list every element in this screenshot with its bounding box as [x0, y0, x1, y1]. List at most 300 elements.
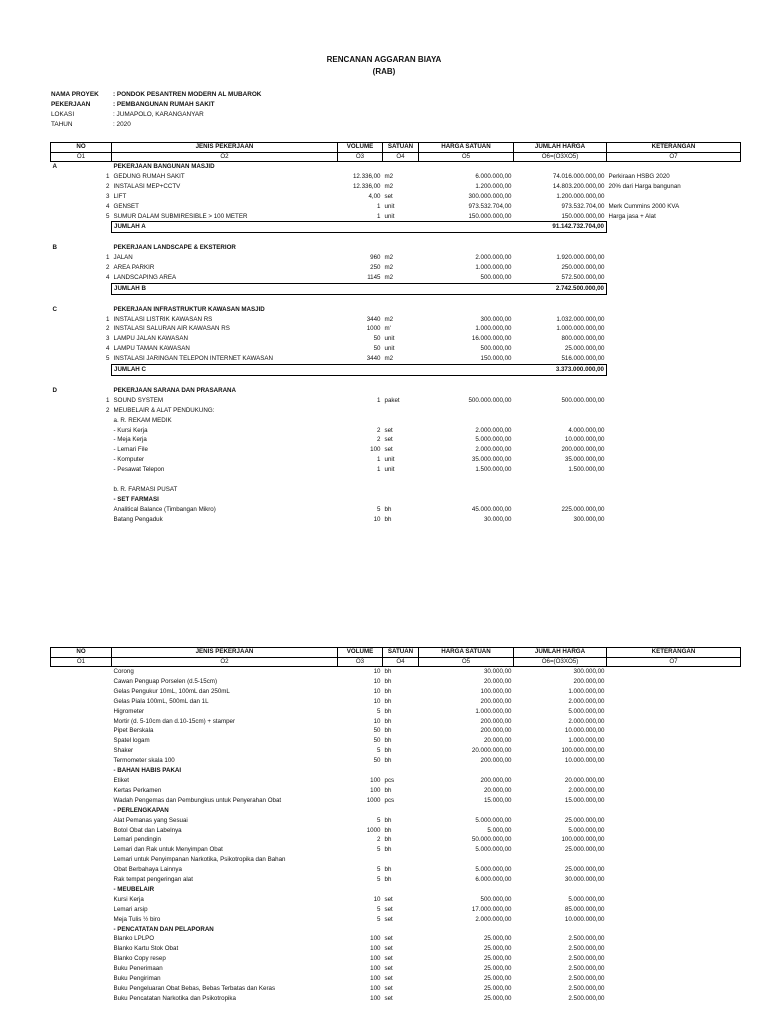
- empty-cell: [607, 974, 741, 984]
- item-unit: m': [384, 325, 391, 333]
- item-total-price: 2.500.000,00: [568, 945, 605, 953]
- empty-cell: [51, 365, 112, 376]
- table-row: [51, 915, 741, 925]
- item-total-price: 25.000.000,00: [564, 816, 605, 824]
- item-unit: set: [384, 905, 393, 913]
- section-title: PEKERJAAN BANGUNAN MASJID: [113, 163, 215, 170]
- empty-cell: [338, 222, 383, 233]
- item-total-price: 572.500.000,00: [561, 273, 605, 281]
- subtotal-label: JUMLAH C: [112, 365, 338, 376]
- item-description: Cawan Penguap Porselen (d.5-15cm): [113, 677, 218, 685]
- item-description: Kertas Perkamen: [113, 786, 162, 794]
- item-unit: set: [384, 975, 393, 983]
- empty-cell: [383, 365, 419, 376]
- item-unit: unit: [384, 466, 395, 474]
- empty-cell: [338, 162, 383, 172]
- empty-cell: [51, 806, 112, 816]
- item-number: 5: [106, 212, 110, 220]
- item-unit: [383, 495, 419, 505]
- col-code: O4: [383, 657, 419, 667]
- item-total-price: [514, 416, 607, 426]
- item-total-price: [514, 925, 607, 935]
- spacer-row: [51, 376, 741, 386]
- table-row: [51, 426, 741, 436]
- col-code: O5: [419, 152, 514, 162]
- item-volume: 2: [377, 836, 381, 844]
- empty-cell: [338, 283, 383, 294]
- item-note: [607, 324, 741, 334]
- item-volume: 5: [377, 866, 381, 874]
- item-total-price: 74.016.000.000,00: [552, 172, 605, 180]
- empty-cell: [51, 885, 112, 895]
- section-letter: B: [52, 244, 57, 252]
- empty-cell: [51, 717, 112, 727]
- item-unit-price: 100.000,00: [480, 687, 512, 695]
- item-unit-price: 2.000.000,00: [475, 254, 512, 262]
- empty-cell: [607, 305, 741, 315]
- item-description: Lemari arsip: [113, 905, 148, 913]
- empty-cell: [419, 222, 514, 233]
- item-volume: [338, 485, 383, 495]
- item-note: [607, 416, 741, 426]
- empty-cell: [51, 736, 112, 746]
- empty-cell: [51, 786, 112, 796]
- item-volume: 10: [373, 717, 381, 725]
- item-number: [51, 426, 112, 436]
- item-note: [607, 515, 741, 525]
- item-volume: 5: [377, 915, 381, 923]
- item-unit-price: 5.000.000,00: [475, 436, 512, 444]
- empty-cell: [383, 305, 419, 315]
- table-row: [51, 826, 741, 836]
- item-description: INSTALASI LISTRIK KAWASAN RS: [113, 315, 213, 323]
- item-volume: 1: [377, 202, 381, 210]
- item-description: SUMUR DALAM SUBMIRESIBLE > 100 METER: [113, 212, 248, 220]
- table-row: [51, 816, 741, 826]
- empty-cell: [607, 885, 741, 895]
- item-note: Perkiraan HSBG 2020: [608, 172, 670, 180]
- item-volume: 12.336,00: [352, 182, 381, 190]
- section-letter: C: [52, 305, 57, 313]
- item-unit-price: 20.000.000,00: [471, 747, 512, 755]
- item-unit: pcs: [384, 796, 395, 804]
- item-description: Buku Pengeluaran Obat Bebas, Bebas Terbatas dan Keras: [113, 985, 276, 992]
- item-description: Wadah Pengemas dan Pembungkus untuk Penyerahan Obat: [113, 796, 282, 804]
- item-total-price: 1.000.000,00: [568, 687, 605, 695]
- item-description: Lemari untuk Penyimpanan Narkotika, Psikotropika dan Bahan: [113, 856, 286, 864]
- item-volume: 12.336,00: [352, 172, 381, 180]
- empty-cell: [51, 994, 112, 1004]
- table-row: [51, 505, 741, 515]
- item-volume: 5: [377, 816, 381, 824]
- item-unit: bh: [384, 826, 392, 834]
- item-note: [607, 344, 741, 354]
- item-volume: 5: [377, 505, 381, 513]
- empty-cell: [51, 895, 112, 905]
- item-unit: unit: [384, 212, 395, 220]
- project-info: [51, 90, 261, 130]
- item-volume: 10: [373, 515, 381, 523]
- item-unit: bh: [384, 697, 392, 705]
- col-code: O7: [607, 152, 741, 162]
- item-volume: 3440: [366, 355, 381, 363]
- item-description: Gelas Pengukur 10mL, 100mL dan 250mL: [113, 687, 230, 695]
- info-label: PEKERJAAN: [51, 101, 91, 108]
- col-code: O3: [338, 657, 383, 667]
- item-unit-price: 25.000,00: [483, 955, 512, 963]
- item-unit-price: [419, 885, 514, 895]
- info-row-work: [51, 100, 261, 110]
- empty-cell: [607, 707, 741, 717]
- item-total-price: 14.803.200.000,00: [552, 182, 605, 190]
- item-unit: bh: [384, 505, 392, 513]
- table-row: [51, 344, 741, 354]
- table-row: [51, 726, 741, 736]
- item-note: [607, 406, 741, 416]
- col-code: O4: [383, 152, 419, 162]
- item-note: [607, 426, 741, 436]
- empty-cell: [607, 895, 741, 905]
- empty-cell: [51, 222, 112, 233]
- empty-cell: [338, 294, 383, 304]
- item-total-price: 25.000.000,00: [564, 846, 605, 854]
- item-note: [607, 315, 741, 325]
- table-row: [51, 667, 741, 677]
- item-volume: 1145: [367, 273, 381, 281]
- col-header-satuan: SATUAN: [383, 648, 419, 658]
- table-row: [51, 324, 741, 334]
- item-volume: 960: [370, 254, 381, 262]
- item-total-price: [514, 806, 607, 816]
- item-description: b. R. FARMASI PUSAT: [113, 485, 178, 493]
- item-unit: set: [384, 436, 393, 444]
- empty-cell: [51, 376, 112, 386]
- item-total-price: 2.500.000,00: [568, 975, 605, 983]
- empty-cell: [514, 233, 607, 243]
- item-unit-price: 25.000,00: [483, 965, 512, 973]
- empty-cell: [338, 233, 383, 243]
- item-unit: paket: [384, 396, 400, 404]
- item-unit-price: 30.000,00: [483, 515, 512, 523]
- item-unit-price: 150.000.000,00: [468, 212, 512, 220]
- empty-cell: [607, 994, 741, 1004]
- item-volume: [338, 495, 383, 505]
- item-volume: 100: [370, 945, 381, 953]
- item-unit-price: 5.000.000,00: [475, 846, 512, 854]
- item-total-price: 1.200.000.000,00: [556, 192, 605, 200]
- item-note: Merk Cummins 2000 KVA: [608, 202, 680, 210]
- empty-cell: [419, 305, 514, 315]
- item-total-price: 1.000.000.000,00: [556, 325, 605, 333]
- empty-cell: [419, 283, 514, 294]
- empty-cell: [607, 667, 741, 677]
- item-unit: [383, 855, 419, 865]
- item-volume: 1000: [366, 796, 381, 804]
- item-total-price: 300.000,00: [573, 668, 605, 675]
- table-row: [51, 435, 741, 445]
- section-header-row: [51, 162, 741, 172]
- item-description: LAMPU JALAN KAWASAN: [113, 335, 188, 343]
- table-row: [51, 835, 741, 845]
- item-total-price: 2.500.000,00: [568, 955, 605, 963]
- item-description: LANDSCAPING AREA: [113, 273, 177, 281]
- item-unit-price: 1.200.000,00: [475, 182, 512, 190]
- table-row: [51, 845, 741, 855]
- empty-cell: [338, 305, 383, 315]
- item-unit: unit: [384, 202, 395, 210]
- item-description: SOUND SYSTEM: [113, 396, 164, 404]
- item-volume: 5: [377, 846, 381, 854]
- item-unit-price: 35.000.000,00: [471, 456, 512, 464]
- item-unit: set: [384, 895, 393, 903]
- item-unit-price: [419, 416, 514, 426]
- item-description: a. R. REKAM MEDIK: [113, 416, 172, 424]
- empty-cell: [607, 233, 741, 243]
- item-volume: 100: [370, 975, 381, 983]
- empty-cell: [607, 687, 741, 697]
- empty-cell: [51, 954, 112, 964]
- item-unit: m2: [384, 172, 394, 180]
- item-total-price: 200.000.000,00: [561, 446, 605, 454]
- item-number: 3: [106, 192, 110, 200]
- item-volume: 1000: [366, 826, 381, 834]
- item-volume: 100: [370, 935, 381, 943]
- item-unit-price: 500.000,00: [480, 895, 512, 903]
- empty-cell: [607, 697, 741, 707]
- item-total-price: 20.000.000,00: [564, 776, 605, 784]
- item-number: 4: [106, 202, 110, 210]
- empty-cell: [51, 726, 112, 736]
- table-row: [51, 677, 741, 687]
- item-total-price: 5.000.000,00: [568, 826, 605, 834]
- item-volume: 5: [377, 747, 381, 755]
- col-header-jumlah: JUMLAH HARGA: [514, 648, 607, 658]
- item-volume: [338, 855, 383, 865]
- item-description: Buku Penerimaan: [113, 965, 163, 973]
- empty-cell: [51, 697, 112, 707]
- empty-cell: [607, 934, 741, 944]
- item-number: [51, 505, 112, 515]
- item-description: Blanko Kartu Stok Obat: [113, 945, 179, 953]
- item-note: [607, 455, 741, 465]
- item-unit-price: 6.000.000,00: [475, 876, 512, 884]
- empty-cell: [607, 905, 741, 915]
- subgroup-header-row: [51, 806, 741, 816]
- item-unit-price: 2.000.000,00: [475, 446, 512, 454]
- item-volume: [338, 416, 383, 426]
- item-total-price: 100.000.000,00: [561, 836, 605, 844]
- item-note: [607, 435, 741, 445]
- item-number: 4: [106, 345, 110, 353]
- item-total-price: 1.000.000,00: [568, 737, 605, 745]
- item-number: 1: [106, 172, 110, 180]
- info-label: LOKASI: [51, 111, 75, 118]
- item-description: Corong: [113, 668, 134, 675]
- item-number: 3: [106, 335, 110, 343]
- empty-cell: [51, 677, 112, 687]
- empty-cell: [419, 475, 514, 485]
- table-row: [51, 212, 741, 222]
- col-header-volume: VOLUME: [338, 143, 383, 153]
- table-header-row: [51, 143, 741, 153]
- item-total-price: 10.000.000,00: [564, 757, 605, 765]
- item-volume: 100: [370, 955, 381, 963]
- item-description: Termometer skala 100: [113, 757, 175, 765]
- item-volume: 10: [373, 895, 381, 903]
- empty-cell: [607, 875, 741, 885]
- item-total-price: 2.500.000,00: [568, 994, 605, 1002]
- empty-cell: [607, 826, 741, 836]
- item-unit-price: 300.000.000,00: [468, 192, 512, 200]
- item-unit-price: 25.000,00: [483, 985, 512, 992]
- item-description: Higrometer: [113, 707, 145, 715]
- empty-cell: [338, 376, 383, 386]
- item-unit-price: 300.000,00: [480, 315, 512, 323]
- empty-cell: [607, 835, 741, 845]
- item-unit: bh: [384, 515, 392, 523]
- item-note: [607, 465, 741, 475]
- item-total-price: [514, 885, 607, 895]
- item-total-price: 2.000.000,00: [568, 697, 605, 705]
- table-row: [51, 865, 741, 875]
- empty-cell: [514, 294, 607, 304]
- spacer-row: [51, 294, 741, 304]
- empty-cell: [51, 756, 112, 766]
- empty-cell: [607, 984, 741, 994]
- col-code: O7: [607, 657, 741, 667]
- item-unit: set: [384, 935, 393, 943]
- empty-cell: [419, 243, 514, 253]
- empty-cell: [514, 305, 607, 315]
- item-volume: 1: [377, 396, 381, 404]
- rab-table-page2: [50, 647, 741, 1004]
- item-total-price: 150.000.000,00: [561, 212, 605, 220]
- item-number: 2: [106, 406, 110, 414]
- item-unit: [383, 485, 419, 495]
- item-number: [51, 465, 112, 475]
- table-row: [51, 465, 741, 475]
- item-unit: m2: [384, 182, 394, 190]
- item-note: [607, 396, 741, 406]
- item-unit: m2: [384, 315, 394, 323]
- info-value: : JUMAPOLO, KARANGANYAR: [113, 111, 204, 118]
- subtotal-row: [51, 222, 741, 233]
- col-header-harga: HARGA SATUAN: [419, 143, 514, 153]
- item-number: [51, 416, 112, 426]
- empty-cell: [607, 756, 741, 766]
- item-volume: 100: [370, 446, 381, 454]
- empty-cell: [51, 475, 112, 485]
- empty-cell: [51, 915, 112, 925]
- item-unit-price: 25.000,00: [483, 935, 512, 943]
- empty-cell: [51, 934, 112, 944]
- item-total-price: 973.532.704,00: [561, 202, 605, 210]
- col-header-keterangan: KETERANGAN: [607, 143, 741, 153]
- item-note: [607, 253, 741, 263]
- empty-cell: [607, 954, 741, 964]
- table-row: [51, 954, 741, 964]
- table-row: [51, 984, 741, 994]
- item-description: Lemari pendingin: [113, 836, 161, 844]
- table-code-row: [51, 657, 741, 667]
- item-unit: set: [384, 915, 393, 923]
- table-row: [51, 717, 741, 727]
- item-description: Analitical Balance (Timbangan Mikro): [113, 505, 216, 513]
- empty-cell: [383, 162, 419, 172]
- table-row: [51, 182, 741, 192]
- table-row: [51, 334, 741, 344]
- item-unit: bh: [384, 757, 392, 765]
- item-volume: 5: [377, 707, 381, 715]
- empty-cell: [51, 974, 112, 984]
- item-unit-price: 200.000,00: [480, 727, 512, 735]
- item-unit-price: 2.000.000,00: [475, 915, 512, 923]
- empty-cell: [383, 475, 419, 485]
- col-code: O6=(O3XO5): [514, 657, 607, 667]
- item-unit: set: [384, 985, 393, 992]
- empty-cell: [51, 905, 112, 915]
- table-row: [51, 687, 741, 697]
- table-row: [51, 994, 741, 1004]
- empty-cell: [514, 386, 607, 396]
- item-description: GEDUNG RUMAH SAKIT: [113, 172, 185, 180]
- empty-cell: [607, 964, 741, 974]
- item-volume: 2: [377, 436, 381, 444]
- empty-cell: [51, 944, 112, 954]
- table-code-row: [51, 152, 741, 162]
- col-code: O5: [419, 657, 514, 667]
- empty-cell: [383, 294, 419, 304]
- item-total-price: 2.000.000,00: [568, 717, 605, 725]
- item-description: Blanko LPLPO: [113, 935, 155, 943]
- item-unit-price: 30.000,00: [483, 668, 512, 675]
- item-total-price: 800.000.000,00: [561, 335, 605, 343]
- item-description: Botol Obat dan Labelnya: [113, 826, 182, 834]
- subgroup-header-row: [51, 885, 741, 895]
- empty-cell: [383, 222, 419, 233]
- item-volume: [338, 406, 383, 416]
- item-description: - Kursi Kerja: [113, 426, 148, 434]
- item-unit: [383, 806, 419, 816]
- item-note: [607, 273, 741, 283]
- info-value: : PONDOK PESANTREN MODERN AL MUBAROK: [113, 91, 262, 98]
- empty-cell: [112, 475, 338, 485]
- item-note: [607, 445, 741, 455]
- item-unit-price: 200.000,00: [480, 776, 512, 784]
- item-number: 5: [106, 355, 110, 363]
- item-description: - Meja Kerja: [113, 436, 147, 444]
- subtotal-label: JUMLAH B: [112, 283, 338, 294]
- item-unit: bh: [384, 668, 392, 675]
- col-header-jumlah: JUMLAH HARGA: [514, 143, 607, 153]
- empty-cell: [51, 925, 112, 935]
- item-total-price: 2.500.000,00: [568, 935, 605, 943]
- item-volume: 50: [373, 345, 381, 353]
- section-title: PEKERJAAN SARANA DAN PRASARANA: [113, 386, 236, 394]
- table-row: [51, 707, 741, 717]
- item-number: 1: [106, 315, 110, 323]
- item-number: 2: [106, 264, 110, 272]
- item-unit-price: 45.000.000,00: [471, 505, 512, 513]
- subtotal-amount: 3.373.000.000,00: [514, 365, 607, 376]
- item-number: [51, 435, 112, 445]
- item-note: [607, 354, 741, 364]
- item-description: Pipet Berskala: [113, 727, 154, 735]
- item-total-price: [514, 855, 607, 865]
- item-unit-price: [419, 406, 514, 416]
- table-header-row: [51, 648, 741, 658]
- item-unit-price: 20.000,00: [483, 737, 512, 745]
